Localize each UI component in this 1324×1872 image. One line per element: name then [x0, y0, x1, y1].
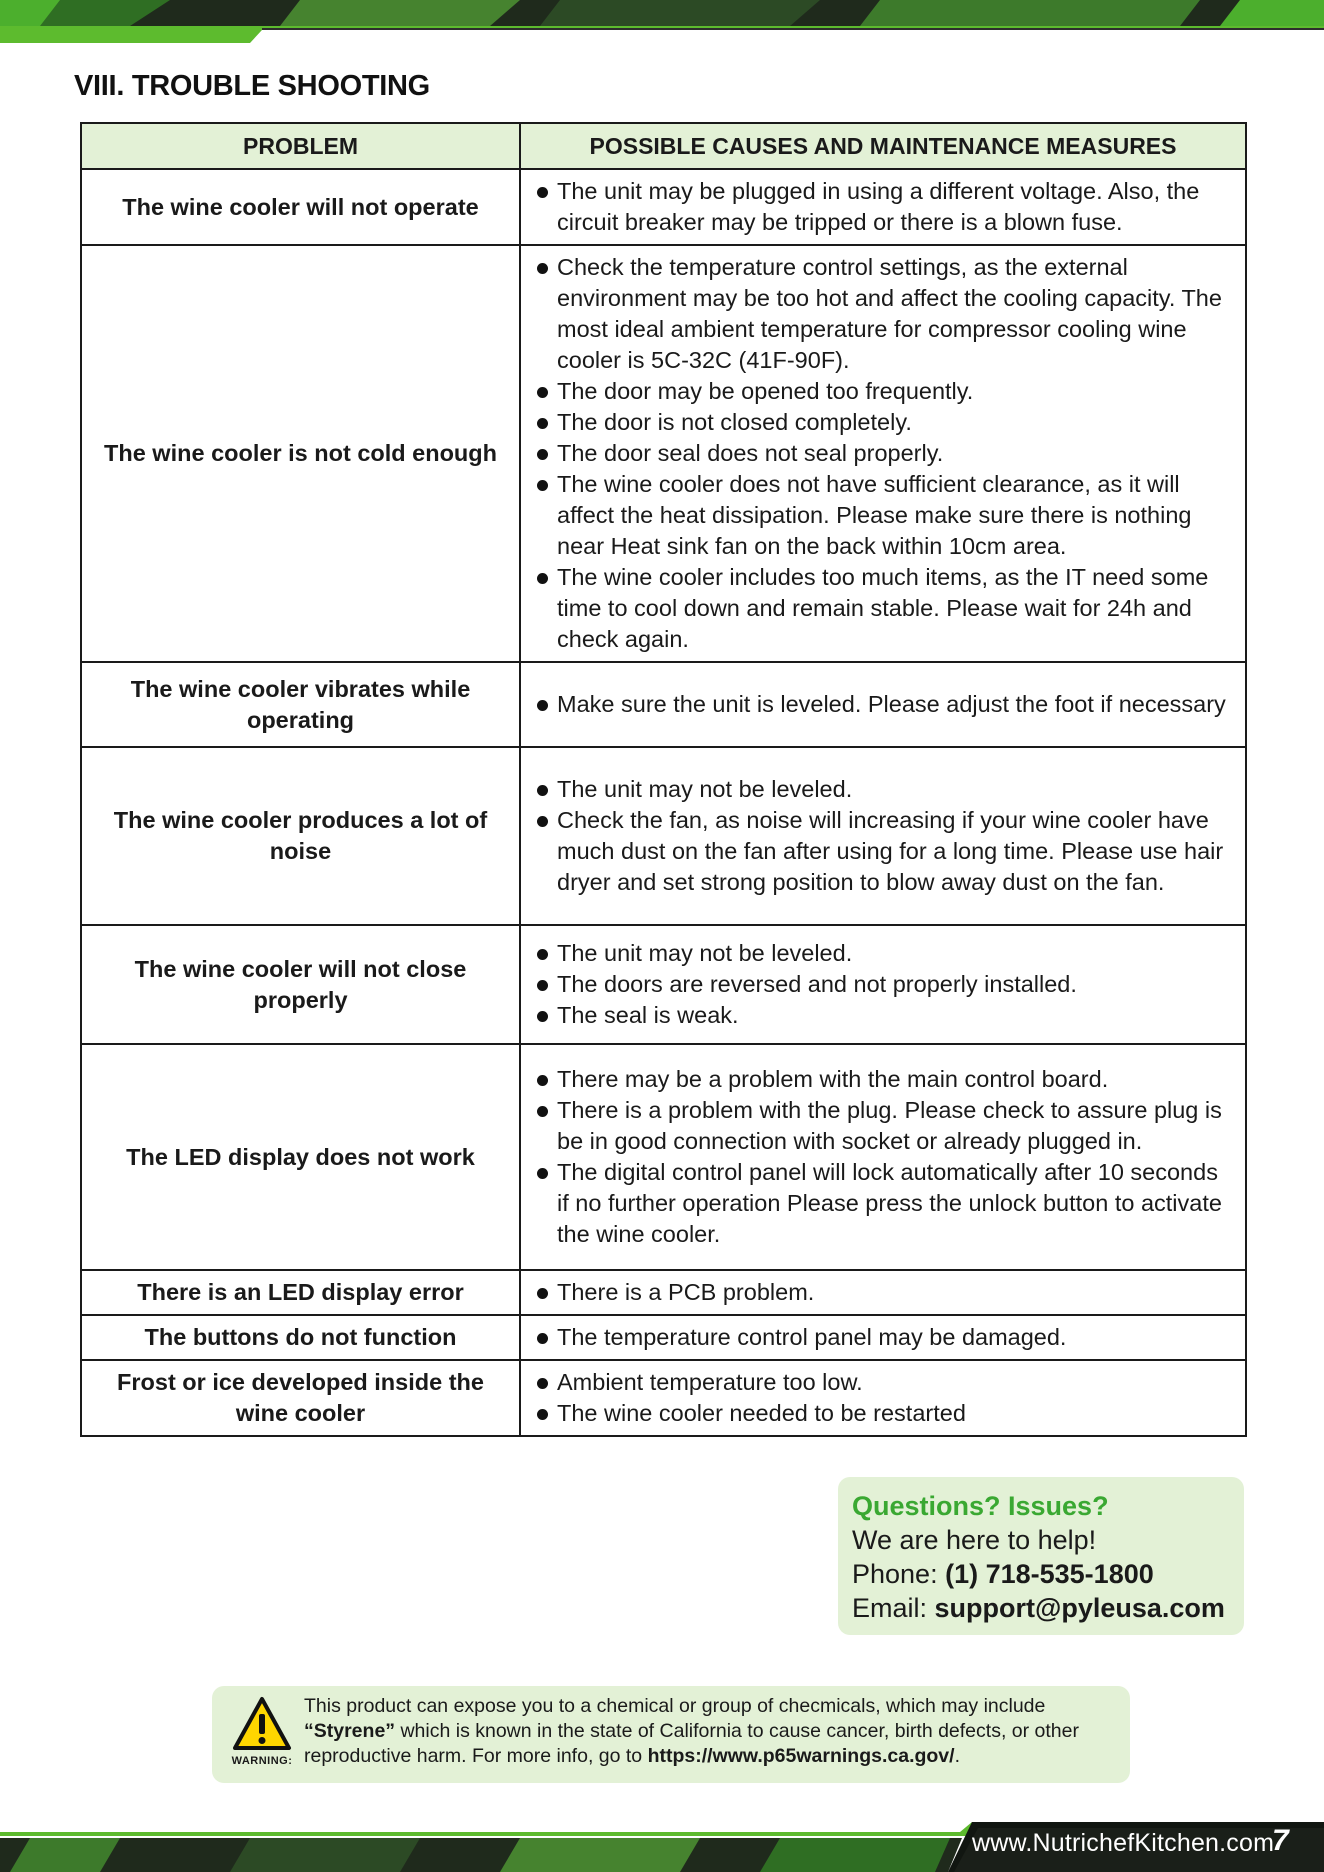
causes-cell: [520, 245, 1246, 662]
warning-link[interactable]: https://www.p65warnings.ca.gov/: [647, 1745, 955, 1767]
column-header-causes: POSSIBLE CAUSES AND MAINTENANCE MEASURES: [520, 123, 1246, 169]
cause-item: The digital control panel will lock automatically after 10 seconds if no further operation Please press the unlock button to activate the wine cooler.: [535, 1157, 1235, 1250]
cause-item: The door is not closed completely.: [535, 407, 1235, 438]
cause-item: The wine cooler needed to be restarted: [535, 1398, 1235, 1429]
cause-item: Ambient temperature too low.: [535, 1367, 1235, 1398]
top-decorative-band: [0, 0, 1324, 46]
table-row: [81, 1270, 1246, 1315]
cause-item: There is a PCB problem.: [535, 1277, 1235, 1308]
causes-cell: [520, 1360, 1246, 1436]
problem-cell: There is an LED display error: [81, 1270, 520, 1315]
cause-item: The unit may not be leveled.: [535, 938, 1235, 969]
section-heading: VIII. TROUBLE SHOOTING: [74, 70, 430, 102]
cause-item: Check the fan, as noise will increasing if your wine cooler have much dust on the fan after using for a long time. Please use hair dryer and set strong position to blow away dust on the fan.: [535, 805, 1235, 898]
problem-cell: The wine cooler vibrates while operating: [81, 662, 520, 747]
cause-item: Make sure the unit is leveled. Please adjust the foot if necessary: [535, 689, 1235, 720]
cause-item: The door seal does not seal properly.: [535, 438, 1235, 469]
column-header-problem: PROBLEM: [81, 123, 520, 169]
cause-item: The temperature control panel may be damaged.: [535, 1322, 1235, 1353]
warning-text: This product can expose you to a chemical or group of checmicals, which may include “Styrene” which is known in the state of California to cause cancer, birth defects, or other reproductive harm. For more info, go to https://www.p65warnings.ca.gov/.: [304, 1695, 1079, 1767]
problem-cell: The wine cooler will not close properly: [81, 925, 520, 1044]
cause-item: The seal is weak.: [535, 1000, 1235, 1031]
prop65-warning-box: [212, 1686, 1130, 1783]
cause-item: The wine cooler does not have sufficient clearance, as it will affect the heat dissipation. Please make sure there is nothing near Heat sink fan on the back within 10cm area.: [535, 469, 1235, 562]
phone-label: Phone:: [852, 1559, 938, 1589]
causes-cell: [520, 1315, 1246, 1360]
cause-item: The unit may be plugged in using a different voltage. Also, the circuit breaker may be tripped or there is a blown fuse.: [535, 176, 1235, 238]
problem-cell: The wine cooler produces a lot of noise: [81, 747, 520, 925]
cause-item: The door may be opened too frequently.: [535, 376, 1235, 407]
causes-cell: [520, 662, 1246, 747]
cause-item: Check the temperature control settings, as the external environment may be too hot and affect the cooling capacity. The most ideal ambient temperature for compressor cooling wine cooler is 5C-32C (41F-90F).: [535, 252, 1235, 376]
causes-cell: [520, 747, 1246, 925]
cause-item: The unit may not be leveled.: [535, 774, 1235, 805]
email-label: Email:: [852, 1593, 928, 1623]
table-row: [81, 245, 1246, 662]
causes-cell: [520, 1044, 1246, 1270]
table-row: [81, 1315, 1246, 1360]
causes-cell: [520, 1270, 1246, 1315]
email-address[interactable]: support@pyleusa.com: [934, 1593, 1225, 1623]
problem-cell: Frost or ice developed inside the wine cooler: [81, 1360, 520, 1436]
cause-item: The doors are reversed and not properly installed.: [535, 969, 1235, 1000]
table-row: [81, 1360, 1246, 1436]
table-row: [81, 747, 1246, 925]
support-email-line: [852, 1591, 1230, 1625]
problem-cell: The LED display does not work: [81, 1044, 520, 1270]
support-subtitle: We are here to help!: [852, 1525, 1097, 1555]
support-title: Questions? Issues?: [852, 1491, 1109, 1521]
warning-chemical: “Styrene”: [304, 1720, 396, 1742]
troubleshooting-table: [80, 122, 1247, 1437]
cause-item: There may be a problem with the main control board.: [535, 1064, 1235, 1095]
support-phone-line: [852, 1557, 1230, 1591]
causes-cell: [520, 925, 1246, 1044]
problem-cell: The wine cooler is not cold enough: [81, 245, 520, 662]
footer-url[interactable]: www.NutrichefKitchen.com: [972, 1829, 1275, 1857]
table-row: [81, 169, 1246, 245]
phone-number[interactable]: (1) 718-535-1800: [945, 1559, 1154, 1589]
causes-cell: [520, 169, 1246, 245]
cause-item: The wine cooler includes too much items, as the IT need some time to cool down and remain stable. Please wait for 24h and check again.: [535, 562, 1235, 655]
table-row: [81, 662, 1246, 747]
warning-triangle-icon: [232, 1696, 292, 1752]
warning-label: WARNING:: [231, 1755, 293, 1767]
cause-item: There is a problem with the plug. Please check to assure plug is be in good connection with socket or already plugged in.: [535, 1095, 1235, 1157]
problem-cell: The wine cooler will not operate: [81, 169, 520, 245]
support-contact-box: [838, 1477, 1244, 1635]
table-header-row: [81, 123, 1246, 169]
problem-cell: The buttons do not function: [81, 1315, 520, 1360]
page-number: 7: [1272, 1824, 1289, 1857]
table-row: [81, 1044, 1246, 1270]
table-row: [81, 925, 1246, 1044]
